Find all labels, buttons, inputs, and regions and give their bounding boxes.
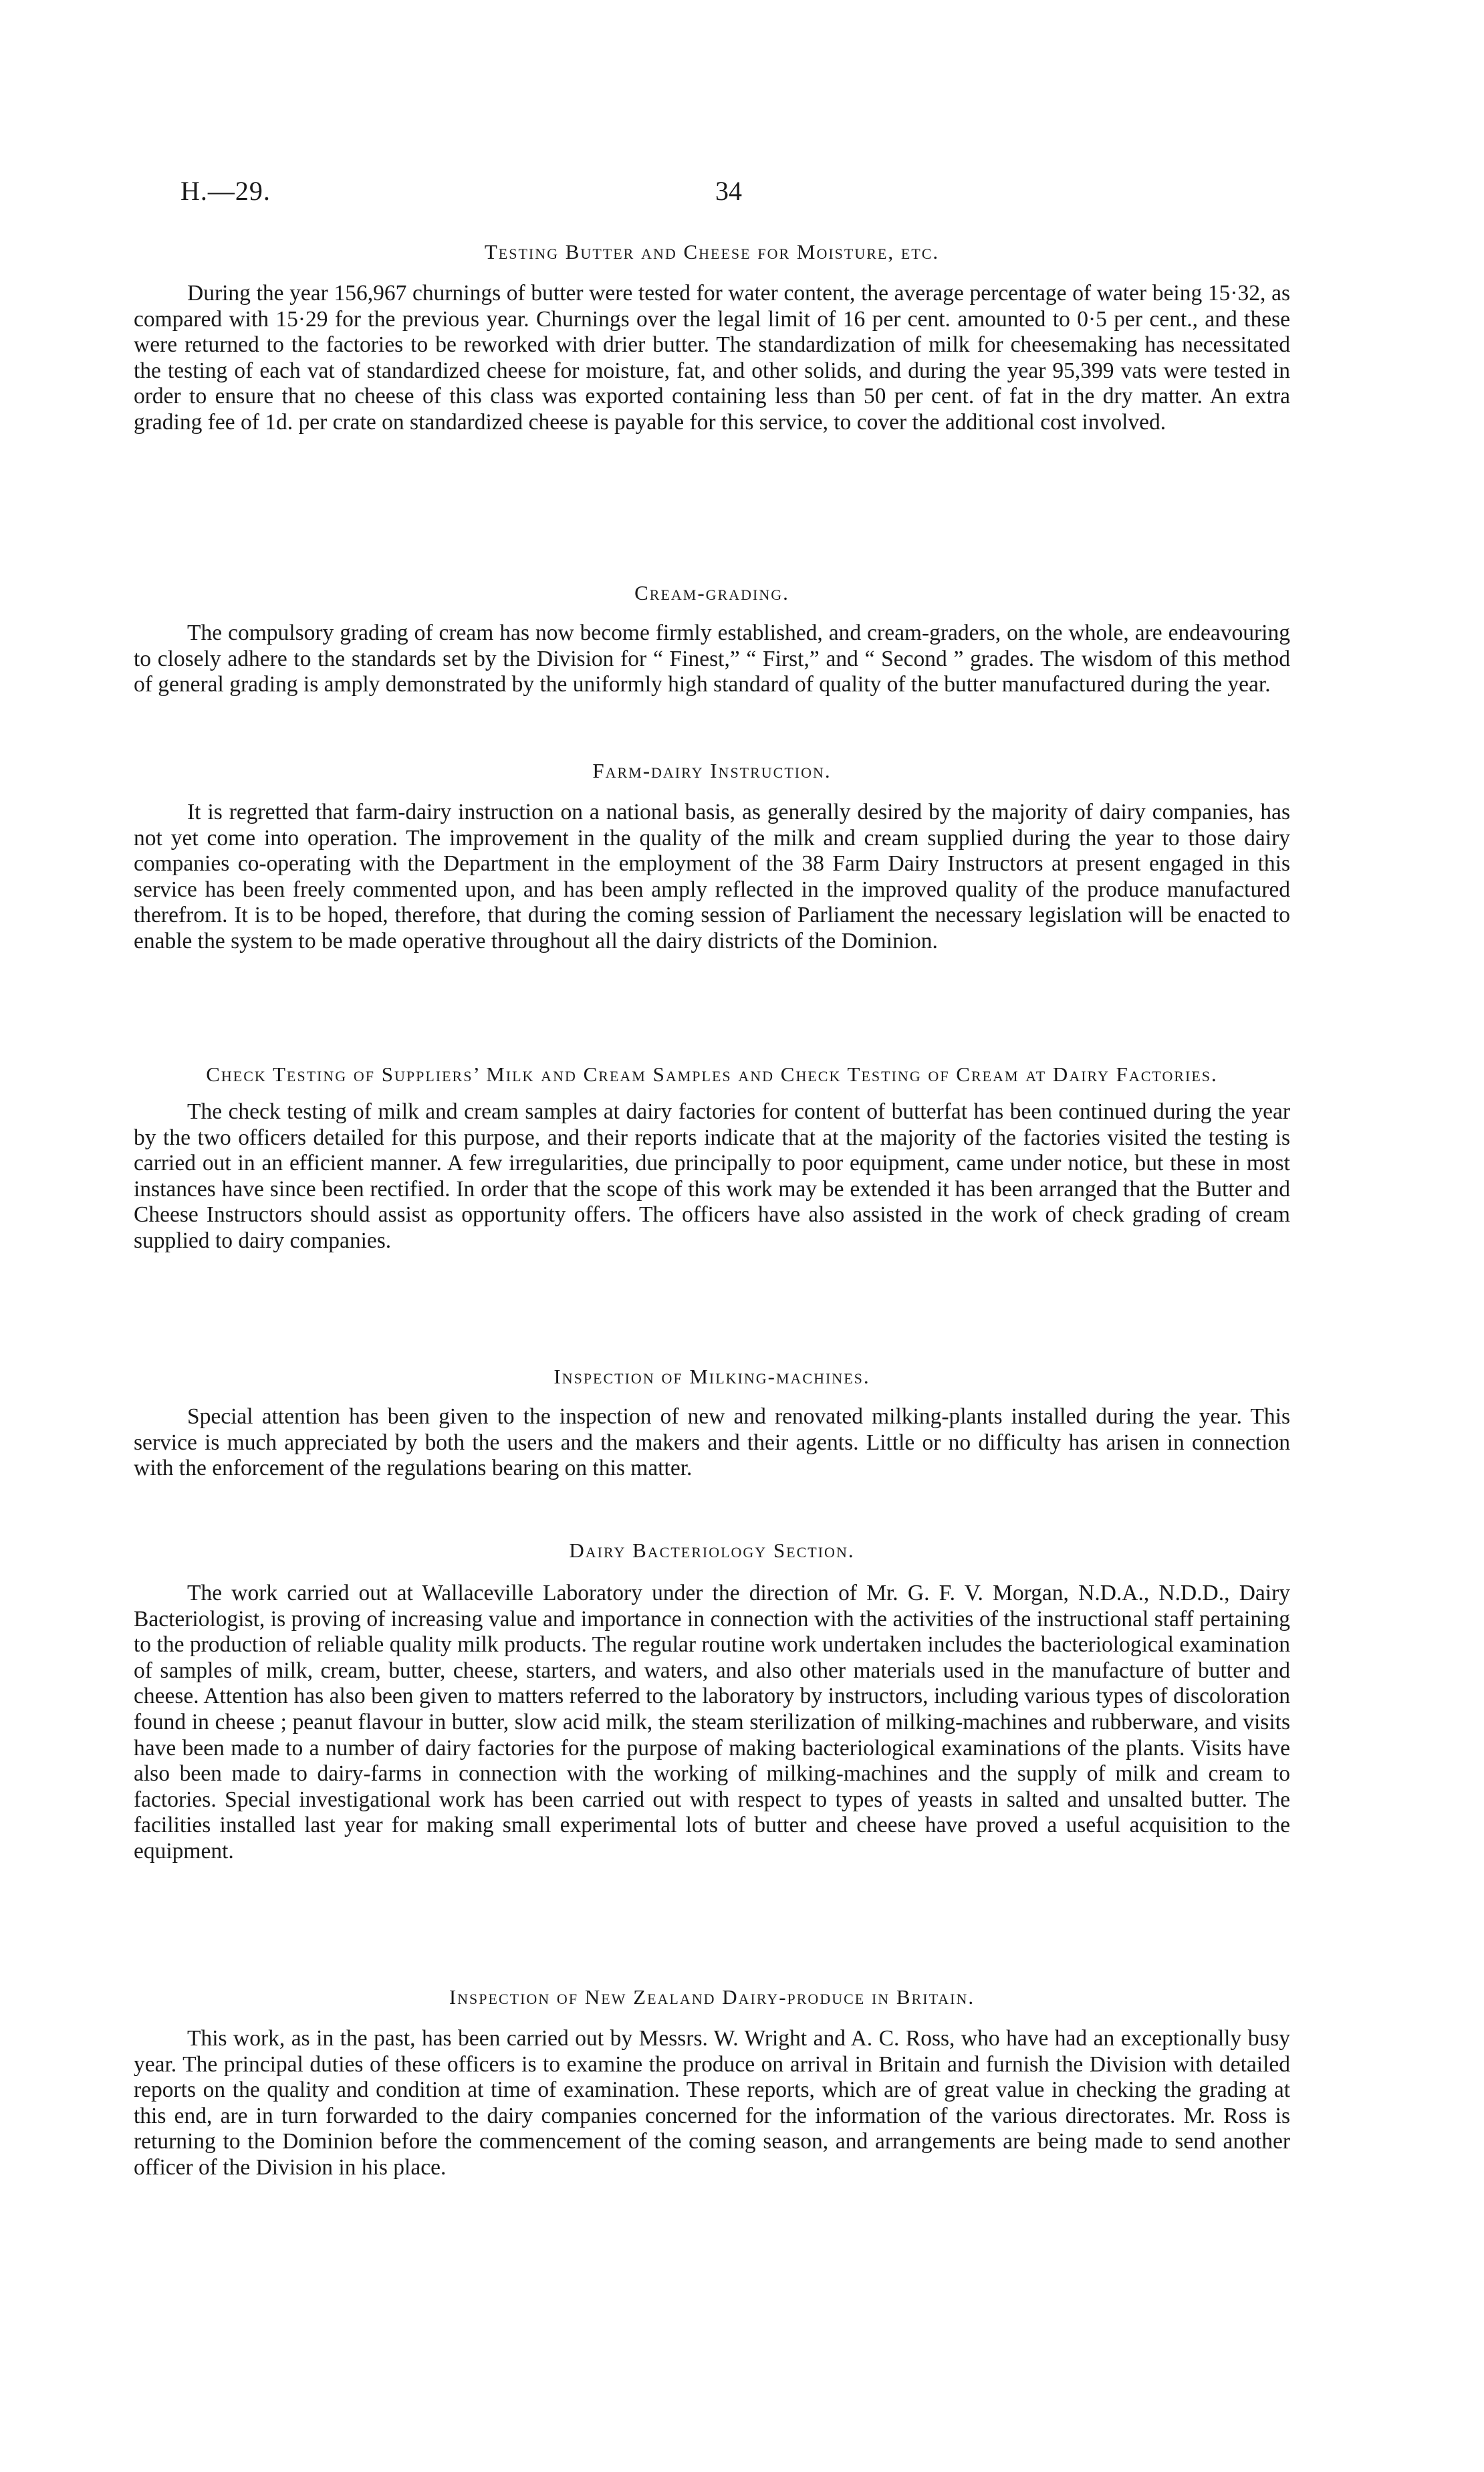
- section-dairy-bacteriology: [134, 1538, 1290, 1865]
- section-paragraph: This work, as in the past, has been carried out by Messrs. W. Wright and A. C. Ross, who have had an exceptionally busy year. The principal duties of these officers is to examine the produce on arrival in Britain and furnish the Division with detailed reports on the quality and condition at time of examination. These reports, which are of great value in checking the grading at this end, are in turn forwarded to the dairy companies concerned for the information of the various directorates. Mr. Ross is returning to the Dominion before the commencement of the coming season, and arrangements are being made to send another officer of the Division in his place.: [134, 2026, 1290, 2180]
- section-heading: Cream-grading.: [634, 581, 789, 604]
- section-inspection-britain: [134, 1985, 1290, 2181]
- section-heading: Inspection of Milking-machines.: [553, 1365, 870, 1388]
- section-testing-butter-cheese: [134, 239, 1290, 436]
- section-check-testing: [134, 1062, 1290, 1254]
- section-paragraph: The work carried out at Wallaceville Laboratory under the direction of Mr. G. F. V. Morgan, N.D.A., N.D.D., Dairy Bacteriologist, is proving of increasing value and importance in connection with the activities of the instructional staff pertaining to the production of reliable quality milk products. The regular routine work undertaken includes the bacteriological examination of samples of milk, cream, butter, cheese, starters, and waters, and also other materials used in the manufacture of butter and cheese. Attention has also been given to matters referred to the laboratory by instructors, including various types of discoloration found in cheese ; peanut flavour in butter, slow acid milk, the steam sterilization of milking-machines and rubberware, and visits have been made to a number of dairy factories for the purpose of making bacteriological examinations of the plants. Visits have also been made to dairy-farms in connection with the working of milking-machines and the supply of milk and cream to factories. Special investigational work has been carried out with respect to types of yeasts in salted and unsalted butter. The facilities installed last year for making small experimental lots of butter and cheese have proved a useful acquisition to the equipment.: [134, 1581, 1290, 1864]
- section-paragraph: It is regretted that farm-dairy instruction on a national basis, as generally desired by the majority of dairy companies, has not yet come into operation. The improvement in the quality of the milk and cream supplied during the year to those dairy companies co-operating with the Department in the employment of the 38 Farm Dairy Instructors at present engaged in this service has been freely commented upon, and has been amply reflected in the improved quality of the produce manufactured therefrom. It is to be hoped, therefore, that during the coming session of Parliament the necessary legislation will be enacted to enable the system to be made operative throughout all the dairy districts of the Dominion.: [134, 800, 1290, 953]
- section-cream-grading: [134, 580, 1290, 698]
- section-heading: Inspection of New Zealand Dairy-produce in Britain.: [449, 1985, 975, 2009]
- section-milking-machines: [134, 1364, 1290, 1482]
- section-paragraph: The check testing of milk and cream samples at dairy factories for content of butterfat has been continued during the year by the two officers detailed for this purpose, and their reports indicate that at the majority of the factories visited the testing is carried out in an efficient manner. A few irregularities, due principally to poor equipment, came under notice, but these in most instances have since been rectified. In order that the scope of this work may be extended it has been arranged that the Butter and Cheese Instructors should assist as opportunity offers. The officers have also assisted in the work of check grading of cream supplied to dairy companies.: [134, 1099, 1290, 1253]
- section-heading: Farm-dairy Instruction.: [592, 759, 832, 782]
- document-code: H.—29.: [180, 176, 271, 206]
- section-paragraph: Special attention has been given to the inspection of new and renovated milking-plants installed during the year. This service is much appreciated by both the users and the makers and their agents. Little or no difficulty has arisen in connection with the enforcement of the regulations bearing on this matter.: [134, 1404, 1290, 1481]
- page-number: 34: [715, 176, 742, 206]
- section-paragraph: During the year 156,967 churnings of butter were tested for water content, the average percentage of water being 15·32, as compared with 15·29 for the previous year. Churnings over the legal limit of 16 per cent. amounted to 0·5 per cent., and these were returned to the factories to be reworked with drier butter. The standardization of milk for cheesemaking has necessitated the testing of each vat of standardized cheese for moisture, fat, and other solids, and during the year 95,399 vats were tested in order to ensure that no cheese of this class was exported containing less than 50 per cent. of fat in the dry matter. An extra grading fee of 1d. per crate on standardized cheese is payable for this service, to cover the additional cost involved.: [134, 281, 1290, 435]
- section-farm-dairy-instruction: [134, 758, 1290, 955]
- section-heading: Dairy Bacteriology Section.: [569, 1539, 855, 1562]
- section-heading: Check Testing of Suppliers’ Milk and Cream Samples and Check Testing of Cream at Dairy Factories.: [206, 1062, 1218, 1086]
- section-heading: Testing Butter and Cheese for Moisture, etc.: [484, 240, 940, 263]
- section-paragraph: The compulsory grading of cream has now become firmly established, and cream-graders, on the whole, are endeavouring to closely adhere to the standards set by the Division for “ Finest,” “ First,” and “ Second ” grades. The wisdom of this method of general grading is amply demonstrated by the uniformly high standard of quality of the butter manufactured during the year.: [134, 621, 1290, 697]
